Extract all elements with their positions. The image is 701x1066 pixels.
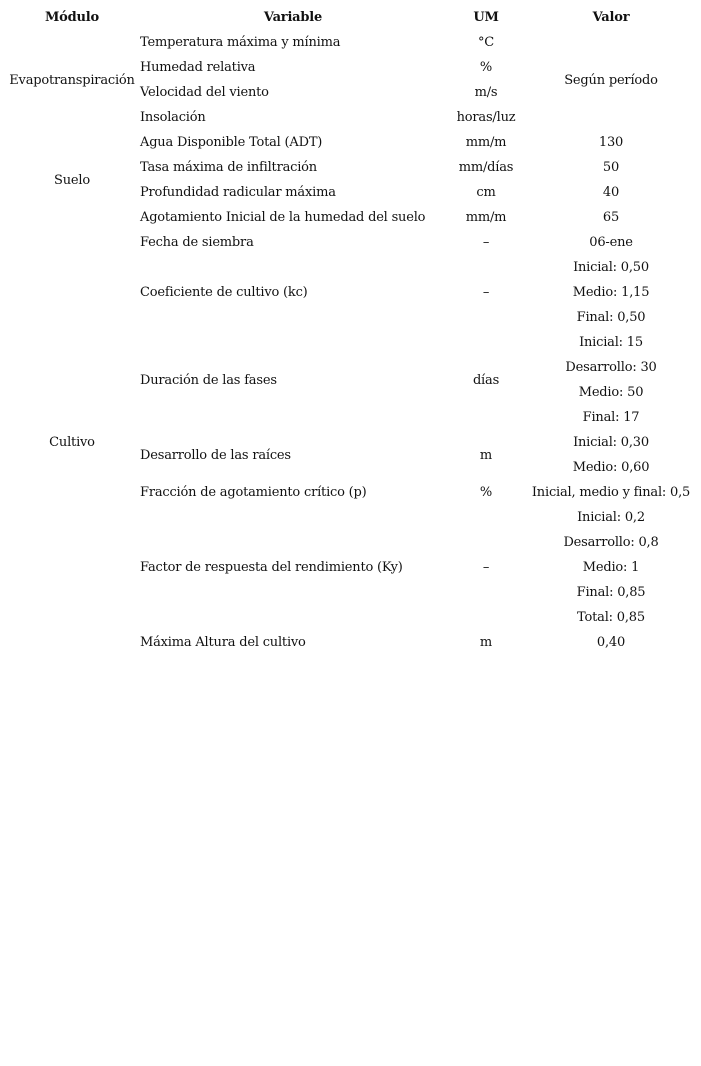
unit-fraccion: % — [479, 485, 493, 500]
table-header-row — [4, 5, 696, 30]
header-modulo: Módulo — [44, 10, 99, 25]
unit-adt: mm/m — [465, 135, 507, 150]
variable-altura: Máxima Altura del cultivo — [140, 635, 306, 650]
unit-fases: días — [472, 372, 500, 388]
variable-kc: Coeficiente de cultivo (kc) — [140, 285, 308, 300]
value-raices-inicial: Inicial: 0,30 — [573, 435, 649, 450]
variable-agotamiento: Agotamiento Inicial de la humedad del suelo — [140, 210, 426, 225]
module-evapotranspiracion: Evapotranspiración — [9, 72, 135, 88]
value-agotamiento: 65 — [602, 210, 620, 225]
unit-siembra: – — [482, 235, 490, 250]
value-fases-desarrollo: Desarrollo: 30 — [565, 360, 657, 375]
value-ky-final: Final: 0,85 — [576, 585, 646, 600]
table-row — [4, 130, 696, 155]
variable-adt: Agua Disponible Total (ADT) — [140, 135, 323, 150]
unit-profundidad: cm — [476, 185, 496, 200]
parameters-table — [4, 5, 696, 655]
variable-ky: Factor de respuesta del rendimiento (Ky) — [140, 560, 403, 575]
value-adt: 130 — [598, 135, 624, 150]
unit-agotamiento: mm/m — [465, 210, 507, 225]
unit-viento: m/s — [474, 85, 498, 100]
variable-fases: Duración de las fases — [140, 372, 277, 388]
header-valor: Valor — [592, 10, 630, 25]
header-variable: Variable — [263, 10, 323, 25]
module-cultivo: Cultivo — [49, 435, 95, 450]
table-row — [4, 30, 696, 55]
unit-temperatura: °C — [477, 35, 495, 50]
value-fases-final: Final: 17 — [582, 410, 640, 425]
table-row — [4, 230, 696, 255]
value-kc-final: Final: 0,50 — [576, 310, 646, 325]
unit-raices: m — [479, 447, 493, 463]
value-kc-medio: Medio: 1,15 — [572, 285, 650, 300]
value-kc-inicial: Inicial: 0,50 — [573, 260, 649, 275]
header-um: UM — [473, 10, 499, 25]
variable-infiltracion: Tasa máxima de infiltración — [140, 160, 317, 175]
value-evapotranspiracion: Según período — [564, 72, 658, 88]
value-infiltracion: 50 — [602, 160, 620, 175]
value-altura: 0,40 — [596, 635, 626, 650]
variable-viento: Velocidad del viento — [140, 85, 269, 100]
variable-raices: Desarrollo de las raíces — [140, 447, 291, 463]
value-profundidad: 40 — [602, 185, 620, 200]
unit-ky: – — [482, 560, 490, 575]
value-siembra: 06-ene — [589, 235, 633, 250]
value-fraccion: Inicial, medio y final: 0,5 — [531, 485, 691, 500]
unit-humedad: % — [479, 60, 493, 75]
variable-profundidad: Profundidad radicular máxima — [140, 185, 336, 200]
unit-infiltracion: mm/días — [458, 160, 514, 175]
value-ky-desarrollo: Desarrollo: 0,8 — [563, 535, 659, 550]
unit-kc: – — [482, 285, 490, 300]
unit-insolacion: horas/luz — [456, 110, 516, 125]
value-ky-inicial: Inicial: 0,2 — [577, 510, 645, 525]
value-raices-medio: Medio: 0,60 — [572, 460, 650, 475]
module-suelo: Suelo — [54, 172, 90, 188]
value-fases-inicial: Inicial: 15 — [579, 335, 643, 350]
value-ky-medio: Medio: 1 — [582, 560, 640, 575]
variable-siembra: Fecha de siembra — [140, 235, 254, 250]
variable-humedad: Humedad relativa — [140, 60, 256, 75]
variable-fraccion: Fracción de agotamiento crítico (p) — [140, 485, 367, 500]
value-ky-total: Total: 0,85 — [577, 610, 645, 625]
variable-insolacion: Insolación — [140, 110, 206, 125]
value-fases-medio: Medio: 50 — [578, 385, 644, 400]
variable-temperatura: Temperatura máxima y mínima — [140, 35, 341, 50]
unit-altura: m — [479, 635, 493, 650]
